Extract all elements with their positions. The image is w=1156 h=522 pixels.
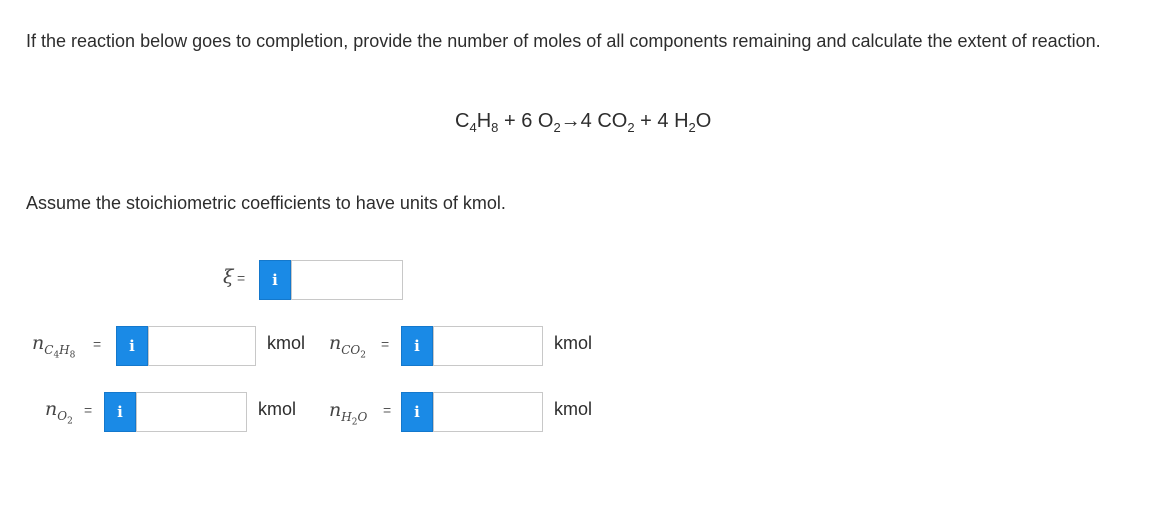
n-co2-label: $n_{CO_2}$ — [329, 332, 367, 361]
eq-o2: 6 $O_2$ — [521, 110, 561, 135]
equals-sign: = — [383, 402, 392, 418]
eq-plus: + — [503, 110, 516, 132]
equals-sign: = — [381, 336, 390, 352]
n-c4h8-input[interactable] — [148, 326, 256, 366]
n-o2-label: $n_{O_2}$ — [45, 398, 73, 427]
n-c4h8-label: $n_{C_4H_8}$ — [32, 332, 76, 361]
n-c4h8-unit: kmol — [267, 333, 306, 353]
n-co2-unit: kmol — [554, 333, 593, 353]
n-o2-unit: kmol — [258, 399, 297, 419]
eq-arrow: → — [560, 110, 581, 132]
eq-co2: 4 $CO_2$ — [580, 110, 635, 135]
eq-plus: + — [640, 110, 652, 132]
n-o2-input[interactable] — [136, 392, 247, 432]
eq-c4h8: $C_4H_8$ — [455, 110, 499, 135]
info-icon[interactable]: i — [401, 392, 433, 432]
xi-label: ξ — [223, 266, 234, 288]
n-h2o-input[interactable] — [433, 392, 543, 432]
info-icon[interactable]: i — [401, 326, 433, 366]
info-icon[interactable]: i — [259, 260, 291, 300]
equals-sign: = — [93, 336, 102, 352]
eq-h2o: 4 $H_2O$ — [657, 110, 712, 135]
question-prompt: If the reaction below goes to completion, provide the number of moles of all components remaining and calculate the extent of reaction. — [26, 31, 1101, 51]
xi-input[interactable] — [291, 260, 403, 300]
n-co2-input[interactable] — [433, 326, 543, 366]
n-h2o-unit: kmol — [554, 399, 593, 419]
equals-sign: = — [237, 270, 246, 286]
equals-sign: = — [84, 402, 93, 418]
info-icon[interactable]: i — [116, 326, 148, 366]
chemical-equation — [455, 110, 711, 135]
info-icon[interactable]: i — [104, 392, 136, 432]
assumption-text: Assume the stoichiometric coefficients to have units of kmol. — [26, 193, 506, 213]
n-h2o-label: $n_{H_2O}$ — [329, 399, 368, 428]
